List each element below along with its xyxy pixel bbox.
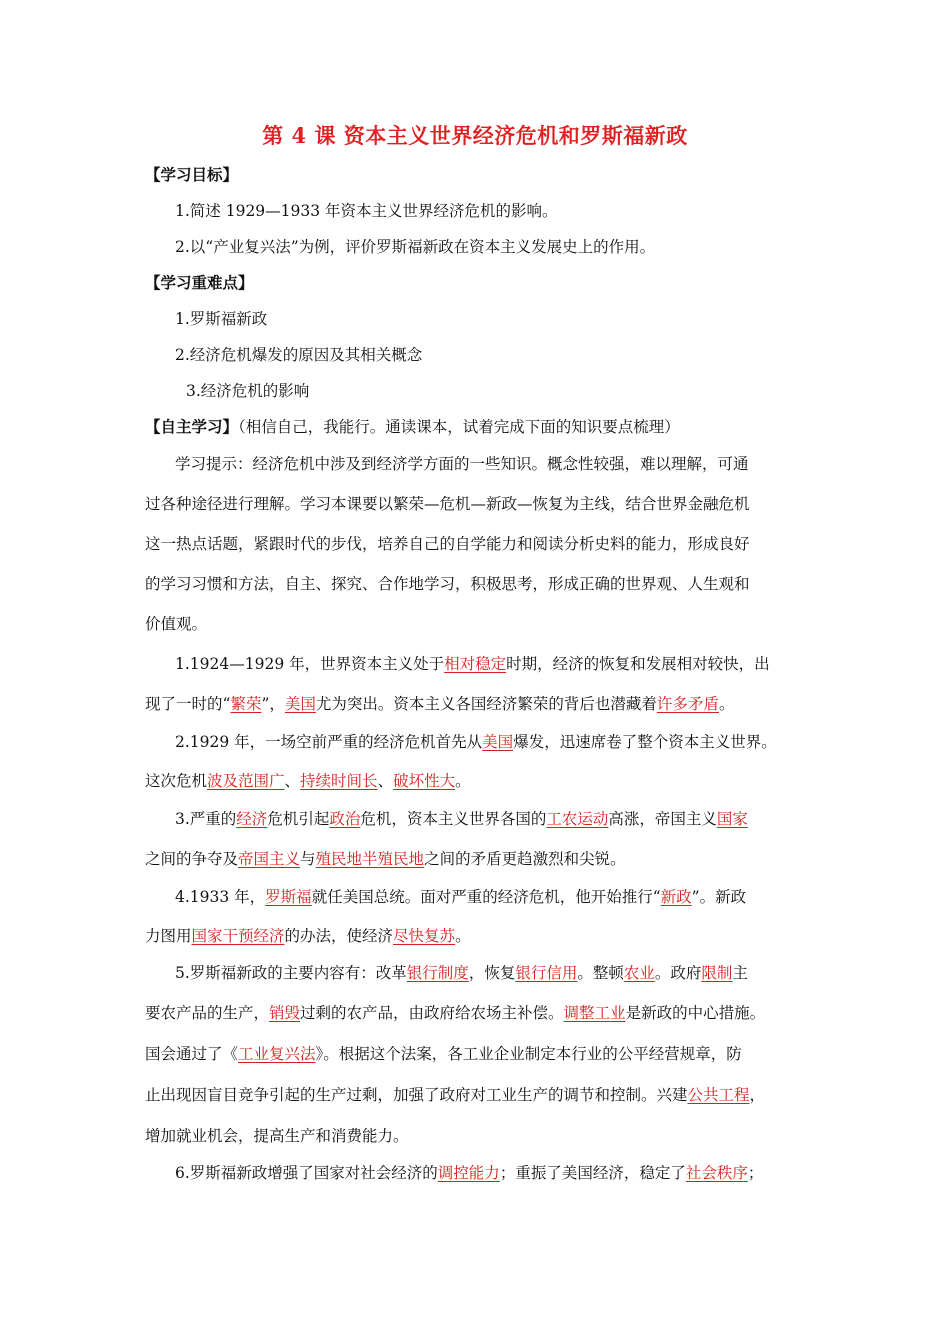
goal-item: 2.以“产业复兴法”为例，评价罗斯福新政在资本主义发展史上的作用。 — [175, 238, 656, 256]
blank-answer: 许多矛盾 — [656, 695, 719, 713]
blank-answer: 相对稳定 — [444, 655, 507, 673]
text-run: 就任美国总统。面对严重的经济危机，他开始推行“ — [311, 888, 661, 906]
item-5-line: 增加就业机会，提高生产和消费能力。 — [145, 1127, 409, 1145]
text-run: 。 — [455, 772, 471, 790]
blank-answer: 社会秩序 — [685, 1164, 748, 1182]
item-5-line — [145, 1083, 825, 1107]
blank-answer: 帝国主义 — [238, 850, 301, 868]
self-study-line — [145, 415, 825, 439]
tip-line: 的学习习惯和方法，自主、探究、合作地学习，积极思考，形成正确的世界观、人生观和 — [145, 575, 750, 593]
self-study-heading: 【自主学习】 — [145, 417, 239, 436]
text-run: 止出现因盲目竞争引起的生产过剩，加强了政府对工业生产的调节和控制。兴建 — [145, 1086, 688, 1104]
blank-answer: 销毁 — [269, 1004, 301, 1022]
text-run: 主 — [732, 964, 748, 982]
text-run: ， — [749, 1086, 766, 1104]
blank-answer: 殖民地半殖民地 — [315, 850, 425, 868]
text-run: 。政府 — [654, 964, 702, 982]
blank-answer: 调整工业 — [563, 1004, 626, 1022]
lesson-title: 第 4 课 资本主义世界经济危机和罗斯福新政 — [262, 123, 688, 148]
text-run: 、 — [284, 772, 301, 790]
text-run: 。 — [455, 927, 471, 945]
blank-answer: 新政 — [660, 888, 692, 906]
text-run: 2.1929 年，一场空前严重的经济危机首先从 — [175, 733, 483, 751]
text-run: ； — [747, 1164, 764, 1182]
text-run: 尤为突出。资本主义各国经济繁荣的背后也潜藏着 — [315, 695, 657, 713]
tip-line: 过各种途径进行理解。学习本课要以繁荣—危机—新政—恢复为主线，结合世界金融危机 — [145, 495, 750, 513]
item-5-line — [145, 1042, 825, 1066]
item-2-line — [145, 769, 825, 793]
tip-line: 价值观。 — [145, 615, 208, 633]
text-run: 爆发，迅速席卷了整个资本主义世界。 — [513, 733, 777, 751]
text-run: 过剩的农产品，由政府给农场主补偿。 — [300, 1004, 564, 1022]
item-4-line — [175, 885, 855, 909]
item-1-line — [145, 692, 825, 716]
blank-answer: 银行信用 — [515, 964, 578, 982]
text-run: 要农产品的生产， — [145, 1004, 270, 1022]
self-study-note: （相信自己，我能行。通读课本，试着完成下面的知识要点梳理） — [238, 418, 680, 436]
text-run: 。整顿 — [577, 964, 624, 982]
blank-answer: 美国 — [482, 733, 514, 751]
text-run: ；重振了美国经济，稳定了 — [499, 1164, 686, 1182]
text-run: 4.1933 年， — [175, 888, 266, 906]
blank-answer: 公共工程 — [687, 1086, 750, 1104]
text-run: 。 — [718, 695, 735, 713]
text-run: 危机引起 — [267, 810, 330, 828]
text-run: ”， — [261, 695, 285, 713]
text-run: 5.罗斯福新政的主要内容有：改革 — [175, 964, 407, 982]
blank-answer: 国家 — [716, 810, 748, 828]
text-run: 1.1924—1929 年，世界资本主义处于 — [175, 655, 445, 673]
blank-answer: 银行制度 — [406, 964, 469, 982]
item-4-line — [145, 924, 825, 948]
text-run: ，恢复 — [468, 964, 516, 982]
blank-answer: 国家干预经济 — [191, 927, 285, 945]
tip-line: 这一热点话题，紧跟时代的步伐，培养自己的自学能力和阅读分析史料的能力，形成良好 — [145, 535, 750, 553]
blank-answer: 持续时间长 — [300, 772, 378, 790]
text-run: 的办法，使经济 — [284, 927, 394, 945]
item-5-line — [175, 961, 855, 985]
blank-answer: 农业 — [623, 964, 655, 982]
text-run: ”。新政 — [691, 888, 747, 906]
text-run: 国会通过了《 — [145, 1045, 239, 1063]
blank-answer: 工农运动 — [546, 810, 609, 828]
blank-answer: 尽快复苏 — [393, 927, 456, 945]
text-run: 之间的矛盾更趋激烈和尖锐。 — [424, 850, 626, 868]
goal-item: 1.简述 1929—1933 年资本主义世界经济危机的影响。 — [175, 202, 558, 220]
text-run: 是新政的中心措施。 — [625, 1004, 766, 1022]
text-run: 3.严重的 — [175, 810, 237, 828]
blank-answer: 政治 — [329, 810, 361, 828]
blank-answer: 经济 — [236, 810, 268, 828]
key-point-item: 3.经济危机的影响 — [186, 382, 310, 400]
tip-line: 学习提示：经济危机中涉及到经济学方面的一些知识。概念性较强，难以理解，可通 — [175, 455, 749, 473]
blank-answer: 限制 — [701, 964, 733, 982]
text-run: 力图用 — [145, 927, 192, 945]
blank-answer: 美国 — [284, 695, 316, 713]
text-run: 时期，经济的恢复和发展相对较快，出 — [506, 655, 770, 673]
key-point-item: 2.经济危机爆发的原因及其相关概念 — [175, 346, 423, 364]
key-point-item: 1.罗斯福新政 — [175, 310, 268, 328]
text-run: 这次危机 — [145, 772, 208, 790]
text-run: 现了一时的“ — [145, 695, 231, 713]
text-run: 危机，资本主义世界各国的 — [360, 810, 547, 828]
text-run: 高涨，帝国主义 — [608, 810, 717, 828]
blank-answer: 工业复兴法 — [238, 1045, 316, 1063]
goals-heading: 【学习目标】 — [145, 165, 239, 184]
text-run: 6.罗斯福新政增强了国家对社会经济的 — [175, 1164, 438, 1182]
blank-answer: 破坏性大 — [393, 772, 456, 790]
item-6-line — [175, 1161, 855, 1185]
blank-answer: 繁荣 — [230, 695, 262, 713]
text-run: 、 — [377, 772, 394, 790]
item-3-line — [175, 807, 855, 831]
item-2-line — [175, 730, 855, 754]
key-points-heading: 【学习重难点】 — [145, 273, 254, 292]
blank-answer: 调控能力 — [437, 1164, 500, 1182]
text-run: 与 — [300, 850, 316, 868]
blank-answer: 罗斯福 — [265, 888, 312, 906]
text-run: 之间的争夺及 — [145, 850, 239, 868]
item-5-line — [145, 1001, 825, 1025]
text-run: 》。根据这个法案，各工业企业制定本行业的公平经营规章，防 — [315, 1045, 742, 1063]
item-3-line — [145, 847, 825, 871]
blank-answer: 波及范围广 — [207, 772, 285, 790]
item-1-line — [175, 652, 855, 676]
